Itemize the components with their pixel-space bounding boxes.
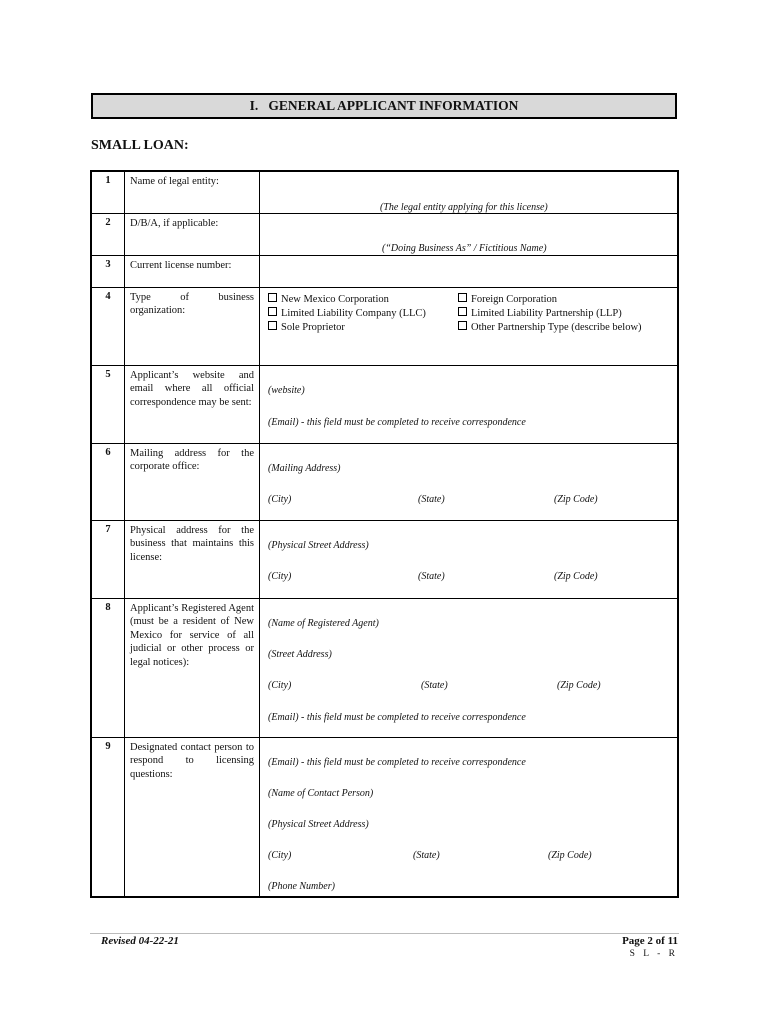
phone-hint: (Phone Number) <box>268 880 335 892</box>
form-row-8 <box>91 598 678 737</box>
checkbox-icon[interactable] <box>268 321 277 330</box>
form-row-5 <box>91 365 678 443</box>
page-number: Page 2 of 11 <box>622 935 678 947</box>
city-hint: (City) <box>268 493 292 505</box>
option-other-partnership[interactable]: Other Partnership Type (describe below) <box>458 321 673 333</box>
street-hint: (Physical Street Address) <box>268 818 369 830</box>
form-row-2 <box>91 213 678 255</box>
option-llp[interactable]: Limited Liability Partnership (LLP) <box>458 307 673 319</box>
row-number: 4 <box>91 287 125 365</box>
row-label: Applicant’s Registered Agent (must be a resident of New Mexico for service of all judicial or other process or legal notices): <box>125 598 260 737</box>
state-hint: (State) <box>418 493 445 505</box>
website-hint: (website) <box>268 384 305 396</box>
physical-address-field[interactable] <box>260 520 679 598</box>
revision-date: Revised 04-22-21 <box>101 935 179 947</box>
dba-field[interactable] <box>260 213 679 255</box>
business-organization-field <box>260 287 679 365</box>
checkbox-icon[interactable] <box>458 321 467 330</box>
row-number: 9 <box>91 737 125 897</box>
legal-entity-name-field[interactable] <box>260 171 679 213</box>
street-hint: (Street Address) <box>268 648 332 660</box>
checkbox-icon[interactable] <box>268 307 277 316</box>
section-header-title: I. GENERAL APPLICANT INFORMATION <box>249 98 519 113</box>
row-label: Designated contact person to respond to licensing questions: <box>125 737 260 897</box>
email-hint: (Email) - this field must be completed to receive correspondence <box>268 756 526 768</box>
row-label: Type of business organization: <box>125 287 260 365</box>
row-label: Mailing address for the corporate office: <box>125 443 260 520</box>
row-label: Physical address for the business that maintains this license: <box>125 520 260 598</box>
agent-name-hint: (Name of Registered Agent) <box>268 617 379 629</box>
zip-hint: (Zip Code) <box>554 493 598 505</box>
row-number: 3 <box>91 255 125 287</box>
page-info <box>622 935 678 961</box>
row-number: 6 <box>91 443 125 520</box>
form-code: S L - R <box>629 949 678 959</box>
form-row-9 <box>91 737 678 897</box>
footer-divider <box>90 933 679 934</box>
zip-hint: (Zip Code) <box>548 849 592 861</box>
row-number: 2 <box>91 213 125 255</box>
checkbox-icon[interactable] <box>268 293 277 302</box>
city-hint: (City) <box>268 849 292 861</box>
option-nm-corporation[interactable]: New Mexico Corporation <box>268 293 458 305</box>
organization-type-options <box>268 293 673 333</box>
city-hint: (City) <box>268 570 292 582</box>
mailing-address-hint: (Mailing Address) <box>268 462 341 474</box>
physical-address-hint: (Physical Street Address) <box>268 539 369 551</box>
row-number: 7 <box>91 520 125 598</box>
dba-hint: (“Doing Business As” / Fictitious Name) <box>382 242 547 254</box>
row-label: D/B/A, if applicable: <box>125 213 260 255</box>
form-row-3 <box>91 255 678 287</box>
applicant-info-table <box>90 170 679 898</box>
section-header <box>91 93 677 119</box>
option-sole-proprietor[interactable]: Sole Proprietor <box>268 321 458 333</box>
state-hint: (State) <box>418 570 445 582</box>
row-label: Current license number: <box>125 255 260 287</box>
email-hint: (Email) - this field must be completed to receive correspondence <box>268 711 526 723</box>
city-hint: (City) <box>268 679 292 691</box>
contact-name-hint: (Name of Contact Person) <box>268 787 374 799</box>
row-number: 8 <box>91 598 125 737</box>
registered-agent-field[interactable] <box>260 598 679 737</box>
mailing-address-field[interactable] <box>260 443 679 520</box>
checkbox-icon[interactable] <box>458 293 467 302</box>
email-hint: (Email) - this field must be completed to receive correspondence <box>268 416 526 428</box>
state-hint: (State) <box>413 849 440 861</box>
option-foreign-corporation[interactable]: Foreign Corporation <box>458 293 673 305</box>
license-number-field[interactable] <box>260 255 679 287</box>
website-email-field[interactable] <box>260 365 679 443</box>
row-label: Name of legal entity: <box>125 171 260 213</box>
row-number: 1 <box>91 171 125 213</box>
state-hint: (State) <box>421 679 448 691</box>
legal-entity-hint: (The legal entity applying for this license) <box>380 202 548 213</box>
form-row-4 <box>91 287 678 365</box>
zip-hint: (Zip Code) <box>557 679 601 691</box>
form-title: SMALL LOAN: <box>91 138 189 153</box>
option-llc[interactable]: Limited Liability Company (LLC) <box>268 307 458 319</box>
checkbox-icon[interactable] <box>458 307 467 316</box>
form-row-1 <box>91 171 678 213</box>
row-number: 5 <box>91 365 125 443</box>
contact-person-field[interactable] <box>260 737 679 897</box>
form-row-7 <box>91 520 678 598</box>
zip-hint: (Zip Code) <box>554 570 598 582</box>
row-label: Applicant’s website and email where all official correspondence may be sent: <box>125 365 260 443</box>
form-row-6 <box>91 443 678 520</box>
